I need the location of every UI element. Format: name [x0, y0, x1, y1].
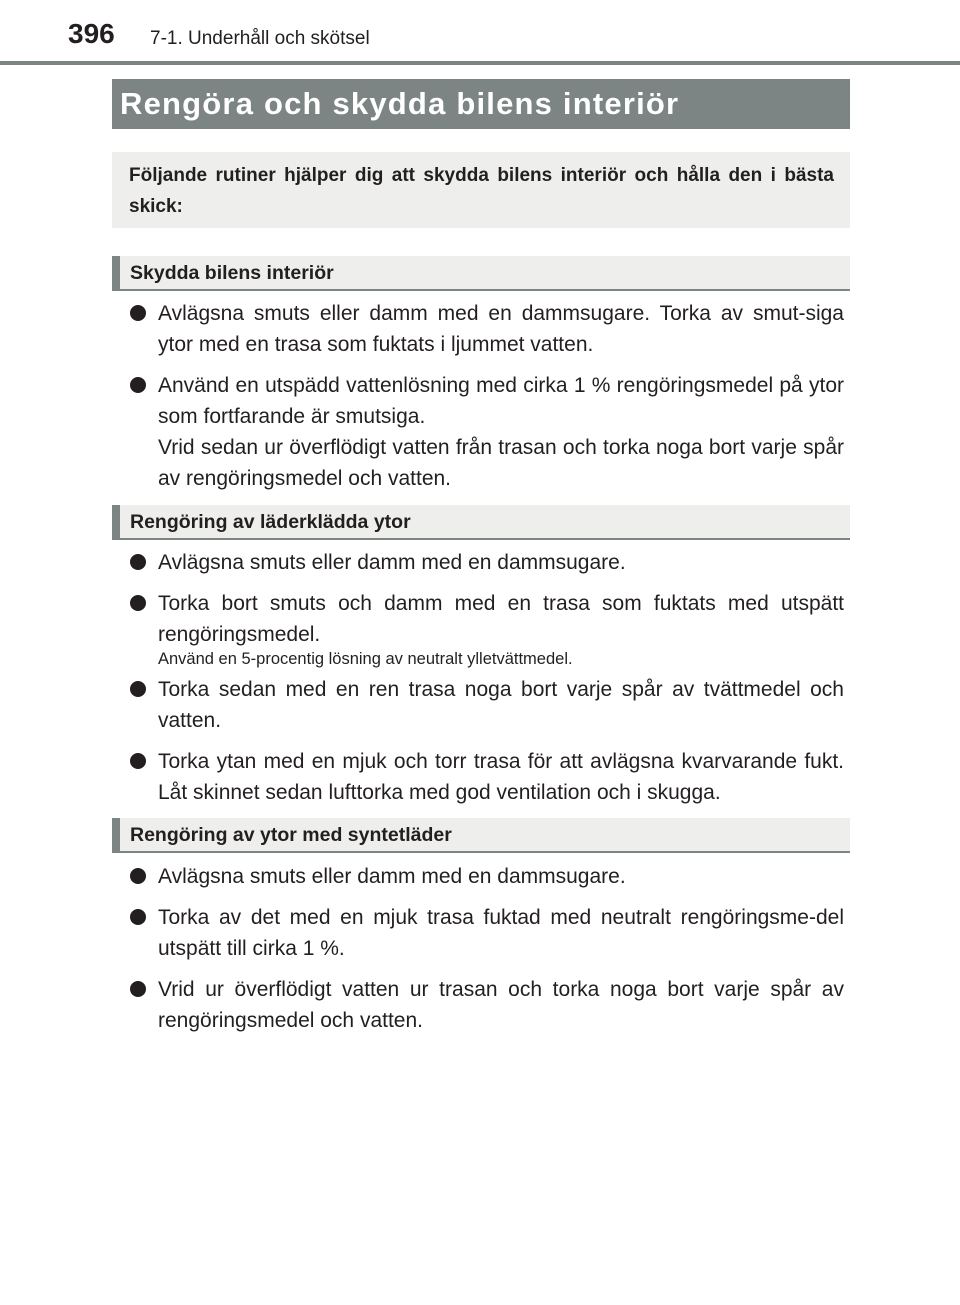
list-item-text: Avlägsna smuts eller damm med en dammsugare. — [158, 865, 626, 888]
bullet-list-protect-interior — [0, 298, 960, 504]
list-item-text: Torka bort smuts och damm med en trasa som fuktats med utspätt rengöringsmedel. — [158, 592, 844, 646]
subheading-leather-surfaces: Rengöring av läderklädda ytor — [112, 505, 850, 540]
bullet-icon — [130, 595, 146, 611]
bullet-icon — [130, 909, 146, 925]
section-reference: 7-1. Underhåll och skötsel — [150, 28, 370, 49]
header-rule — [0, 61, 960, 65]
list-item — [0, 370, 844, 494]
list-item — [0, 588, 844, 650]
bullet-icon — [130, 753, 146, 769]
subheading-synthetic-leather: Rengöring av ytor med syntetläder — [112, 818, 850, 853]
list-item-text: Torka sedan med en ren trasa noga bort varje spår av tvättmedel och vatten. — [158, 678, 844, 732]
list-item-text: Använd en utspädd vattenlösning med cirka 1 % rengöringsmedel på ytor som fortfarande är smutsiga. — [158, 374, 844, 428]
bullet-list-synthetic-leather — [0, 861, 960, 1046]
intro-box: Följande rutiner hjälper dig att skydda bilens interiör och hålla den i bästa skick: — [112, 152, 850, 228]
list-item-text: Avlägsna smuts eller damm med en dammsugare. Torka av smut-siga ytor med en trasa som fuktats i ljummet vatten. — [158, 302, 844, 356]
list-item-text: Torka ytan med en mjuk och torr trasa för att avlägsna kvarvarande fukt. Låt skinnet sedan lufttorka med god ventilation och i skugga. — [158, 750, 844, 804]
page-number: 396 — [68, 18, 115, 49]
bullet-list-leather-surfaces-continued — [0, 674, 960, 818]
list-item-text: Avlägsna smuts eller damm med en dammsugare. — [158, 551, 626, 574]
list-item — [0, 746, 844, 808]
bullet-icon — [130, 554, 146, 570]
leather-note: Använd en 5-procentig lösning av neutralt ylletvättmedel. — [158, 650, 573, 668]
list-item — [0, 902, 844, 964]
bullet-icon — [130, 981, 146, 997]
subheading-protect-interior: Skydda bilens interiör — [112, 256, 850, 291]
bullet-icon — [130, 377, 146, 393]
bullet-list-leather-surfaces — [0, 547, 960, 660]
list-item — [0, 674, 844, 736]
list-item — [0, 298, 844, 360]
bullet-icon — [130, 305, 146, 321]
list-item — [0, 547, 844, 578]
list-item-text: Torka av det med en mjuk trasa fuktad med neutralt rengöringsme-del utspätt till cirka 1 %. — [158, 906, 844, 960]
list-item-text: Vrid ur överflödigt vatten ur trasan och torka noga bort varje spår av rengöringsmedel och vatten. — [158, 978, 844, 1032]
bullet-icon — [130, 681, 146, 697]
list-item-extra-text: Vrid sedan ur överflödigt vatten från trasan och torka noga bort varje spår av rengöringsmedel och vatten. — [158, 436, 844, 490]
list-item — [0, 974, 844, 1036]
list-item — [0, 861, 844, 892]
page-title: Rengöra och skydda bilens interiör — [112, 79, 850, 129]
bullet-icon — [130, 868, 146, 884]
